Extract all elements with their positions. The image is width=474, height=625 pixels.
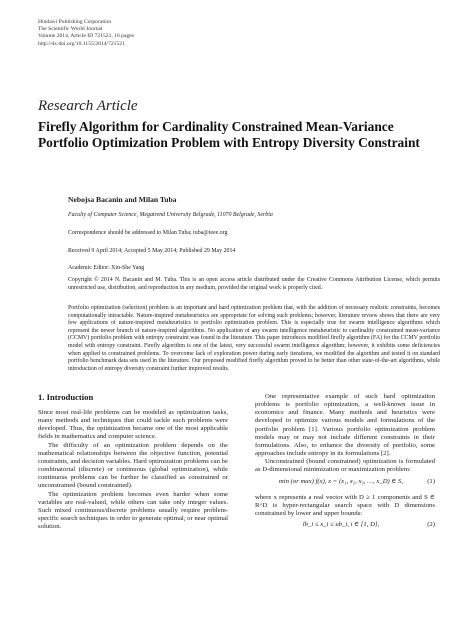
right-column [255,393,435,537]
intro-paragraph: The optimization problem becomes even harder when some variables are real-valued, while others can take only integer values. Such mixed continuous/discrete problems usually require problem-specific search techniques in order to generate optimal, or near optimal solution. [38,490,228,531]
intro-paragraph: Since most real-life problems can be modeled as optimization tasks, many methods and techniques that could tackle such problems were developed. Thus, the optimization became one of the most applicable fields in mathematics and computer science. [38,409,228,441]
affiliation: Faculty of Computer Science, Megatrend University Belgrade, 11070 Belgrade, Serbia [68,212,273,218]
copyright-notice: Copyright © 2014 N. Bacanin and M. Tuba. This is an open access article distributed under the Creative Commons Attribution License, which permits unrestricted use, distribution, and reproduction in any medium, provided the original work is properly cited. [68,277,440,291]
equation-2 [255,521,435,533]
equation-1-number: (1) [427,477,435,485]
left-column [38,409,228,531]
correspondence: Correspondence should be addressed to Milan Tuba; tuba@ieee.org [68,230,228,236]
section-heading: 1. Introduction [38,392,94,402]
intro-paragraph: Unconstrained (bound constrained) optimization is formulated as D-dimensional minimization or maximization problem: [255,458,435,474]
article-dates: Received 9 April 2014; Accepted 5 May 2014; Published 29 May 2014 [68,248,236,254]
volume-line: Volume 2014, Article ID 721521, 16 pages [38,33,134,40]
publisher-line: Hindawi Publishing Corporation [38,19,112,25]
equation-1 [255,478,435,490]
article-type: Research Article [38,98,138,114]
equation-2-number: (2) [427,521,435,529]
equation-2-body: lb_i ≤ x_i ≤ ub_i, i ∈ [1, D], [302,521,380,529]
abstract: Portfolio optimization (selection) problem is an important and hard optimization problem that, with the addition of necessary realistic constraints, becomes computationally intractable. Nature-inspired metaheuristics are appropriate for solving such problems; however, literature review shows that there are very few applications of nature-inspired metaheuristics to portfolio optimization problem. This is especially true for swarm intelligence algorithms which represent the newer branch of nature-inspired algorithms. No application of any swarm intelligence metaheuristic to cardinality constrained mean-variance (CCMV) portfolio problem with entropy constraint was found in the literature. This paper introduces modified firefly algorithm (FA) for the CCMV portfolio model with entropy constraint. Firefly algorithm is one of the latest, very successful swarm intelligence algorithm; however, it exhibits some deficiencies when applied to constrained problems. To overcome lack of exploration power during early iterations, we modified the algorithm and tested it on standard portfolio benchmark data sets used in the literature. Our proposed modified firefly algorithm proved to be better than other state-of-the-art algorithms, while introduction of entropy diversity constraint further improved results. [68,305,440,372]
academic-editor: Academic Editor: Xin-She Yang [68,265,145,271]
article-title: Firefly Algorithm for Cardinality Constrained Mean-Variance Portfolio Optimization Problem with Entropy Diversity Constraint [38,119,420,150]
equation-1-body: min (or max) f(x), x = (x₁, x₂, x₃, …, x_D) ∈ S, [278,477,404,485]
intro-paragraph: where x represents a real vector with D ≥ 1 components and S ∈ R^D is hyper-rectangular search space with D dimensions constrained by lower and upper bounds: [255,493,435,517]
journal-name: The Scientific World Journal [38,26,103,33]
intro-paragraph: The difficulty of an optimization problem depends on the mathematical relationships between the objective function, potential constraints, and decision variables. Hard optimization problems can be combinatorial (discrete) or continuous (global optimization), while continuous problems can be further be classified as constrained or unconstrained (bound constrained). [38,441,228,490]
authors: Nebojsa Bacanin and Milan Tuba [68,195,177,204]
doi-link[interactable]: http://dx.doi.org/10.1155/2014/721521 [38,40,125,47]
journal-header [38,19,134,48]
intro-paragraph: One representative example of such hard optimization problems is portfolio optimization, a well-known issue in economics and finance. Many methods and heuristics were developed to optimize various models and formulations of the portfolio problem [1]. Various portfolio optimization problem models may or may not include different constraints in their formulations. Also, to enhance the diversity of portfolio, some approaches include entropy in its formulations [2]. [255,393,435,458]
